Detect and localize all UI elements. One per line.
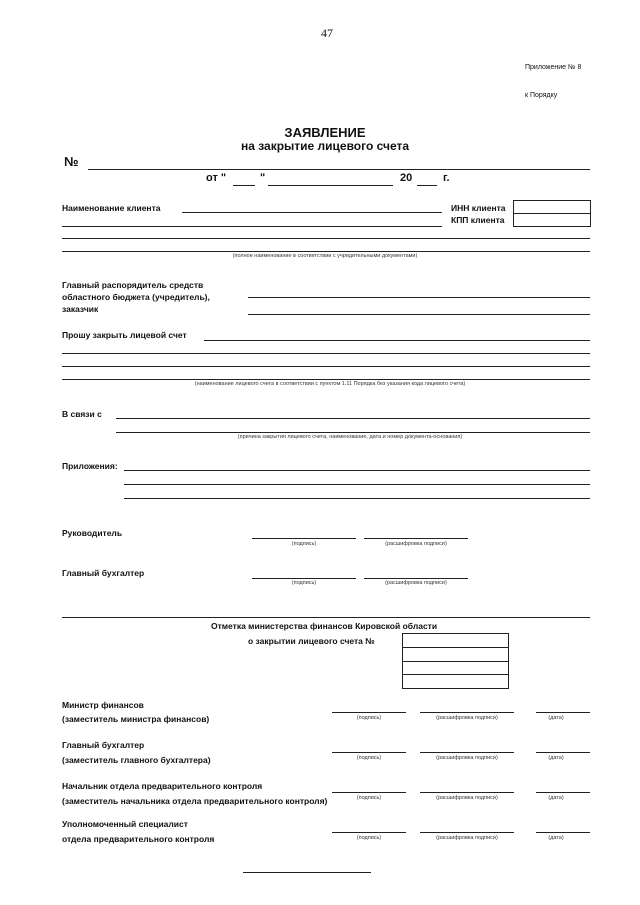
appendix-title: Приложение № 8 — [525, 64, 582, 71]
gr-label-line3: заказчик — [62, 304, 99, 314]
minister-decode-caption: (расшифровка подписи) — [436, 715, 498, 721]
page-number: 47 — [321, 26, 333, 40]
head-decode-line[interactable] — [364, 538, 468, 539]
head-decode-caption: (расшифровка подписи) — [385, 541, 447, 547]
gr-label-line1: Главный распорядитель средств — [62, 280, 204, 290]
attachments-line-2[interactable] — [124, 484, 590, 485]
document-subtitle: на закрытие лицевого счета — [240, 139, 410, 153]
close-request-line-3[interactable] — [62, 366, 590, 367]
year-prefix: 20 — [400, 172, 413, 184]
kpp-label: КПП клиента — [451, 215, 505, 225]
chief-accountant-date-caption: (дата) — [548, 755, 564, 761]
control-head-sign-caption: (подпись) — [356, 795, 382, 801]
date-day-line[interactable] — [233, 185, 255, 186]
minister-decode-line[interactable] — [420, 712, 514, 713]
specialist-sign-caption: (подпись) — [356, 835, 382, 841]
chief-accountant-sign-caption: (подпись) — [356, 755, 382, 761]
specialist-decode-line[interactable] — [420, 832, 514, 833]
attachments-line-1[interactable] — [124, 470, 590, 471]
reason-line-1[interactable] — [116, 418, 590, 419]
ministry-title-line2: о закрытии лицевого счета № — [248, 636, 375, 646]
client-name-caption: (полное наименование в соответствии с учредительными документами) — [232, 253, 418, 259]
account-number-box[interactable] — [402, 633, 509, 689]
gr-label-line2: областного бюджета (учредитель), — [62, 292, 210, 302]
close-request-caption: (наименование лицевого счета в соответствии с пунктом 1.11 Порядка без указания кода лицевого счета) — [194, 381, 466, 387]
accountant-decode-line[interactable] — [364, 578, 468, 579]
close-request-label: Прошу закрыть лицевой счет — [62, 330, 187, 340]
attachments-line-3[interactable] — [124, 498, 590, 499]
specialist-label-line2: отдела предварительного контроля — [62, 834, 215, 844]
minister-sign-caption: (подпись) — [356, 715, 382, 721]
client-name-line-4[interactable] — [62, 251, 590, 252]
ministry-title-line1: Отметка министерства финансов Кировской области — [211, 621, 438, 631]
minister-date-line[interactable] — [536, 712, 590, 713]
inn-box[interactable] — [513, 200, 591, 214]
specialist-label-line1: Уполномоченный специалист — [62, 819, 188, 829]
head-label: Руководитель — [62, 528, 123, 538]
client-name-label: Наименование клиента — [62, 203, 161, 213]
accountant-label: Главный бухгалтер — [62, 568, 145, 578]
reason-caption: (причина закрытия лицевого счета, наименование, дата и номер документа-основания) — [237, 434, 463, 440]
close-request-line-4[interactable] — [62, 379, 590, 380]
kpp-box[interactable] — [513, 213, 591, 227]
reason-label: В связи с — [62, 409, 102, 419]
head-sign-line[interactable] — [252, 538, 356, 539]
client-name-line-2[interactable] — [62, 226, 442, 227]
specialist-sign-line[interactable] — [332, 832, 406, 833]
accountant-sign-caption: (подпись) — [291, 580, 317, 586]
accountant-sign-line[interactable] — [252, 578, 356, 579]
inn-label: ИНН клиента — [451, 203, 506, 213]
client-name-line[interactable] — [182, 212, 442, 213]
number-line[interactable] — [88, 169, 590, 170]
client-name-line-3[interactable] — [62, 238, 590, 239]
chief-accountant-sign-line[interactable] — [332, 752, 406, 753]
close-request-line-2[interactable] — [62, 353, 590, 354]
date-month-line[interactable] — [268, 185, 393, 186]
document-title: ЗАЯВЛЕНИЕ — [284, 125, 366, 140]
date-from-label: от " — [206, 172, 227, 184]
control-head-label-line2: (заместитель начальника отдела предварительного контроля) — [62, 796, 328, 806]
minister-label-line1: Министр финансов — [62, 700, 144, 710]
chief-accountant-decode-caption: (расшифровка подписи) — [436, 755, 498, 761]
accountant-decode-caption: (расшифровка подписи) — [385, 580, 447, 586]
chief-accountant-date-line[interactable] — [536, 752, 590, 753]
specialist-date-line[interactable] — [536, 832, 590, 833]
close-request-line-1[interactable] — [204, 340, 590, 341]
footer-rule — [243, 872, 371, 873]
chief-accountant-decode-line[interactable] — [420, 752, 514, 753]
chief-accountant-label-line1: Главный бухгалтер — [62, 740, 145, 750]
gr-line-2[interactable] — [248, 314, 590, 315]
date-quote: " — [260, 172, 266, 184]
year-suffix: г. — [443, 172, 450, 184]
control-head-sign-line[interactable] — [332, 792, 406, 793]
control-head-date-line[interactable] — [536, 792, 590, 793]
appendix-ref: к Порядку — [525, 92, 558, 99]
attachments-label: Приложения: — [62, 461, 118, 471]
specialist-decode-caption: (расшифровка подписи) — [436, 835, 498, 841]
date-year-line[interactable] — [417, 185, 437, 186]
control-head-date-caption: (дата) — [548, 795, 564, 801]
head-sign-caption: (подпись) — [291, 541, 317, 547]
number-sign: № — [64, 154, 79, 169]
gr-line-1[interactable] — [248, 297, 590, 298]
control-head-label-line1: Начальник отдела предварительного контроля — [62, 781, 263, 791]
chief-accountant-label-line2: (заместитель главного бухгалтера) — [62, 755, 211, 765]
specialist-date-caption: (дата) — [548, 835, 564, 841]
reason-line-2[interactable] — [116, 432, 590, 433]
minister-date-caption: (дата) — [548, 715, 564, 721]
control-head-decode-line[interactable] — [420, 792, 514, 793]
section-divider — [62, 617, 590, 618]
minister-sign-line[interactable] — [332, 712, 406, 713]
minister-label-line2: (заместитель министра финансов) — [62, 714, 210, 724]
control-head-decode-caption: (расшифровка подписи) — [436, 795, 498, 801]
